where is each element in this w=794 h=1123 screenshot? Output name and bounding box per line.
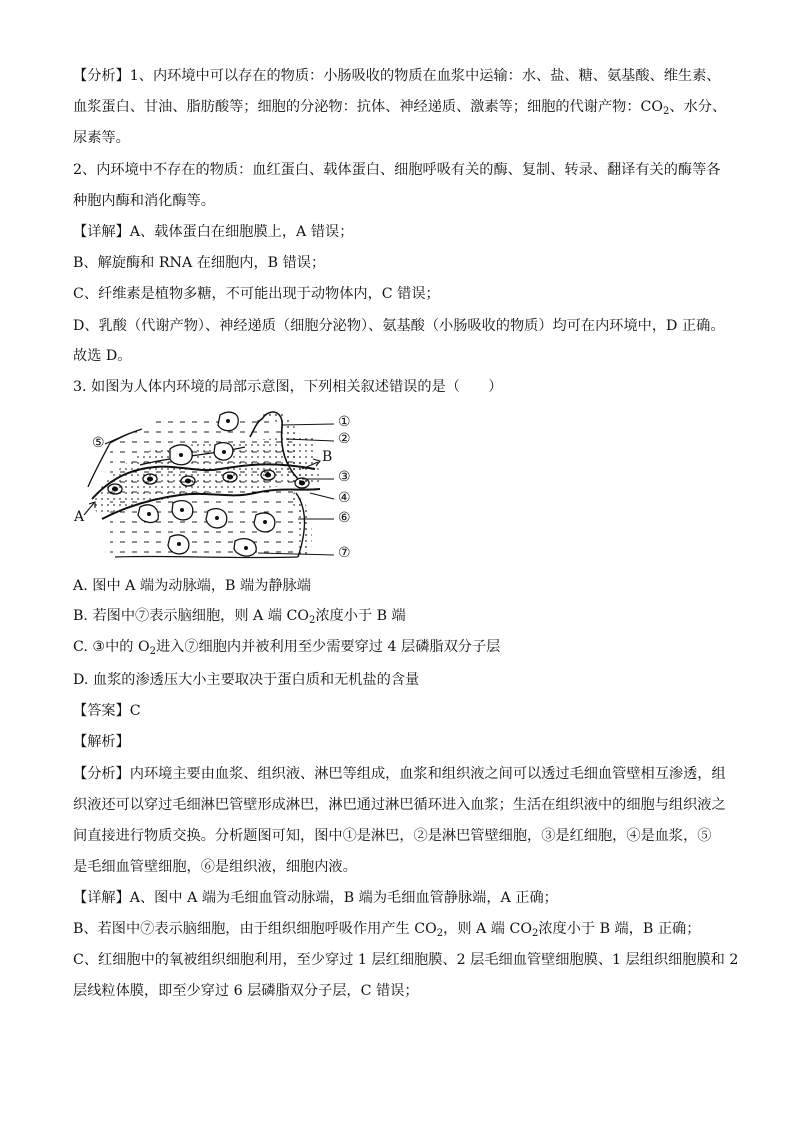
analysis-line: 尿素等。 (73, 130, 130, 146)
label-7: ⑦ (338, 545, 351, 561)
detail2-line: B、若图中⑦表示脑细胞，由于组织细胞呼吸作用产生 $CO_2$，则 A 端 $CO_2$浓度小于 B 端，B 正确； (73, 921, 701, 939)
analysis2-line: 【分析】内环境主要由血浆、组织液、淋巴等组成，血浆和组织液之间可以透过毛细血管壁相互渗透，组 (73, 766, 726, 782)
option-c: C. ③中的 $O_2$进入⑦细胞内并被利用至少需要穿过 4 层磷脂双分子层 (73, 639, 501, 657)
analysis-line: 血浆蛋白、甘油、脂肪酸等；细胞的分泌物：抗体、神经递质、激素等；细胞的代谢产物：$CO_2$、水分、 (73, 99, 727, 117)
label-B: B (322, 449, 333, 465)
detail2-line: 层线粒体膜，即至少穿过 6 层磷脂双分子层，C 错误； (73, 983, 419, 999)
analysis2-line: 是毛细血管壁细胞，⑥是组织液，细胞内液。 (73, 859, 357, 875)
detail-line: B、解旋酶和 RNA 在细胞内，B 错误； (73, 255, 326, 271)
question-stem: 3. 如图为人体内环境的局部示意图，下列相关叙述错误的是（ ） (73, 379, 503, 395)
answer: 【答案】C (73, 703, 141, 719)
explain-title: 【解析】 (73, 734, 130, 750)
inner-environment-diagram (70, 407, 370, 567)
option-d: D. 血浆的渗透压大小主要取决于蛋白质和无机盐的含量 (73, 672, 420, 688)
label-2: ② (338, 431, 351, 447)
label-6: ⑥ (338, 510, 351, 526)
label-1: ① (338, 414, 351, 430)
option-b: B. 若图中⑦表示脑细胞，则 A 端 $CO_2$浓度小于 B 端 (73, 608, 406, 626)
detail2-line: C、红细胞中的氧被组织细胞利用，至少穿过 1 层红细胞膜、2 层毛细血管壁细胞膜、1 层组织细胞膜和 2 (73, 952, 739, 968)
label-3: ③ (338, 469, 351, 485)
detail-line: C、纤维素是植物多糖，不可能出现于动物体内，C 错误； (73, 286, 440, 302)
analysis2-line: 间直接进行物质交换。分析题图可知，图中①是淋巴，②是淋巴管壁细胞，③是红细胞，④是血浆，⑤ (73, 828, 712, 844)
analysis-line: 2、内环境中不存在的物质：血红蛋白、载体蛋白、细胞呼吸有关的酶、复制、转录、翻译有关的酶等各 (73, 162, 721, 178)
analysis-line: 【分析】1、内环境中可以存在的物质：小肠吸收的物质在血浆中运输：水、盐、糖、氨基酸、维生素、 (73, 68, 721, 84)
option-a: A. 图中 A 端为动脉端，B 端为静脉端 (73, 578, 311, 594)
label-4: ④ (338, 490, 351, 506)
detail-line: 【详解】A、载体蛋白在细胞膜上，A 错误； (73, 224, 354, 240)
analysis-line: 种胞内酶和消化酶等。 (73, 193, 215, 209)
analysis2-line: 织液还可以穿过毛细淋巴管壁形成淋巴，淋巴通过淋巴循环进入血浆；生活在组织液中的细胞与组织液之 (73, 797, 726, 813)
label-5: ⑤ (92, 435, 105, 451)
detail-line: D、乳酸（代谢产物）、神经递质（细胞分泌物）、氨基酸（小肠吸收的物质）均可在内环境中，D 正确。 (73, 318, 725, 334)
detail2-line: 【详解】A、图中 A 端为毛细血管动脉端，B 端为毛细血管静脉端，A 正确； (73, 890, 558, 906)
label-A: A (74, 509, 85, 525)
detail-line: 故选 D。 (73, 348, 132, 364)
